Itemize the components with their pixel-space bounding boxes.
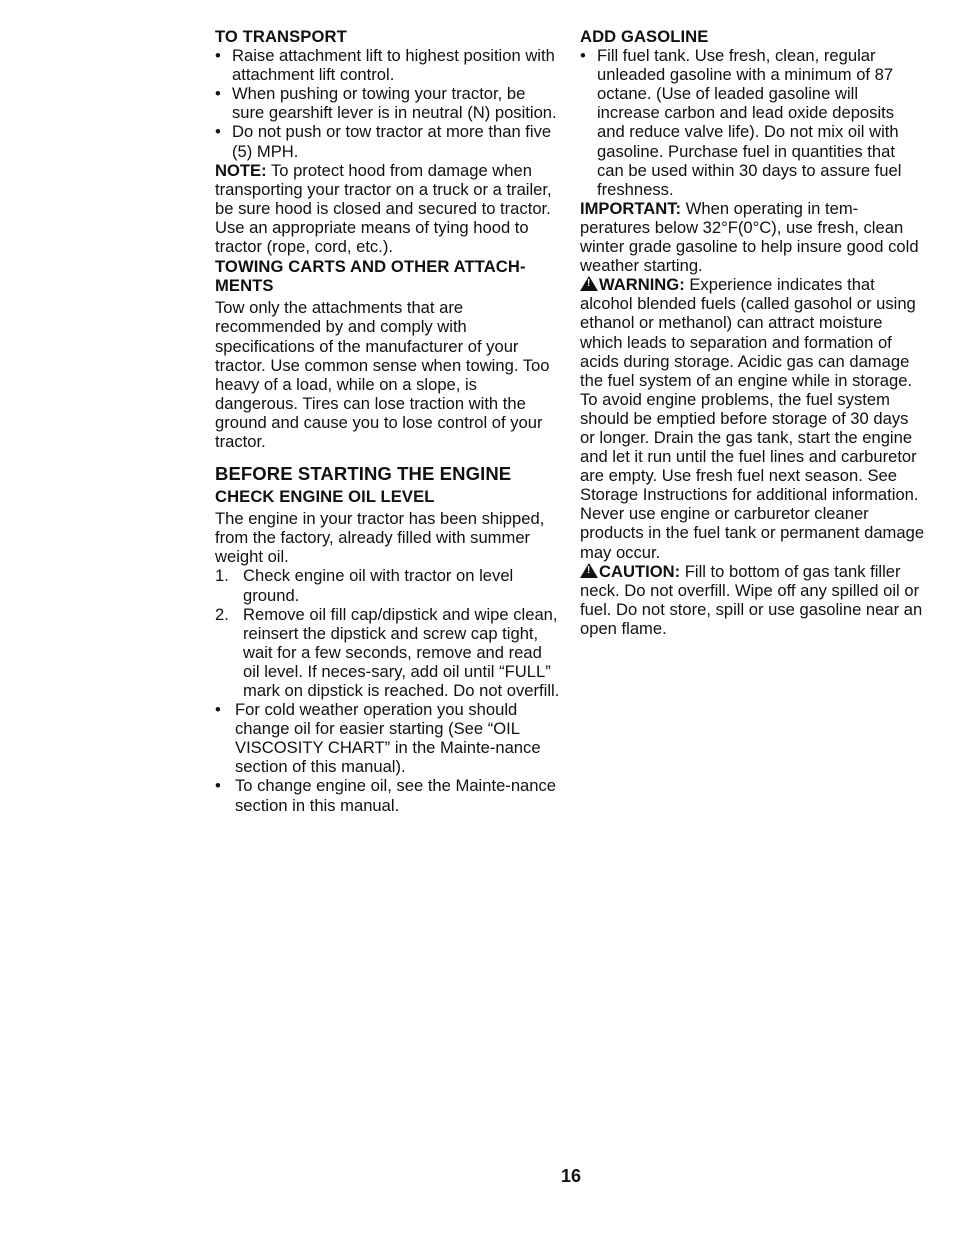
list-item: • Do not push or tow tractor at more than five (5) MPH. <box>215 122 560 160</box>
list-item: • When pushing or towing your tractor, be sure gearshift lever is in neutral (N) position. <box>215 84 560 122</box>
step-text: Check engine oil with tractor on level ground. <box>243 566 514 605</box>
add-gasoline-section <box>580 27 925 638</box>
to-transport-heading: TO TRANSPORT <box>215 27 347 46</box>
warning-label: WARNING: <box>599 275 685 295</box>
transport-note <box>215 161 560 256</box>
to-transport-list <box>215 46 560 161</box>
step-number: 2. <box>215 604 229 624</box>
list-item: • Fill fuel tank. Use fresh, clean, regular unleaded gasoline with a minimum of 87 octane. (Use of leaded gasoline will increase carbon and lead oxide deposits and reduce valve life). Do not mix oil with gasoline. Purchase fuel in quantities that can be used within 30 days to assure fuel freshness. <box>580 46 925 199</box>
page-number: 16 <box>561 1166 582 1186</box>
gasoline-list <box>580 46 925 199</box>
note-text: To protect hood from damage when transporting your tractor on a truck or a trailer, be sure hood is closed and secured to tractor. Use an appropriate means of tying hood to tractor (rope, cord, etc.). <box>215 160 552 257</box>
step-number: 1. <box>215 566 229 586</box>
list-item: • To change engine oil, see the Mainte-nance section in this manual. <box>215 776 560 814</box>
oil-bullets <box>215 700 560 815</box>
oil-intro: The engine in your tractor has been shipped, from the factory, already filled with summer weight oil. <box>215 509 545 567</box>
towing-section <box>215 257 560 451</box>
warning-text: Experience indicates that alcohol blended fuels (called gasohol or using ethanol or methanol) can attract moisture which leads to separation and formation of acids during storage. Acidic gas can damage the fuel system of an engine while in storage. To avoid engine problems, the fuel system should be emptied before storage of 30 days or longer. Drain the gas tank, start the engine and let it run until the fuel lines and carburetor are empty. Use fresh fuel next season. See Storage Instructions for additional information. Never use engine or carburetor cleaner products in the fuel tank or permanent damage may occur. <box>580 275 925 562</box>
list-item <box>215 605 560 700</box>
right-column <box>580 27 925 638</box>
caution-note <box>580 562 925 638</box>
add-gasoline-heading: ADD GASOLINE <box>580 27 709 46</box>
list-item: • Raise attachment lift to highest position with attachment lift control. <box>215 46 560 84</box>
left-column <box>215 27 560 815</box>
important-note <box>580 199 925 275</box>
note-label: NOTE: <box>215 160 267 180</box>
list-item <box>215 566 560 604</box>
check-oil-subheading: CHECK ENGINE OIL LEVEL <box>215 487 435 507</box>
warning-note <box>580 275 925 561</box>
caution-text: Fill to bottom of gas tank filler neck. Do not overfill. Wipe off any spilled oil or fuel. Do not store, spill or use gasoline near an open flame. <box>580 561 923 638</box>
list-item: • For cold weather operation you should change oil for easier starting (See “OIL VISCOSITY CHART” in the Mainte-nance section of this manual). <box>215 700 560 776</box>
to-transport-section <box>215 27 560 256</box>
oil-steps <box>215 566 560 700</box>
before-starting-heading: BEFORE STARTING THE ENGINE <box>215 463 512 485</box>
towing-heading: TOWING CARTS AND OTHER ATTACH-MENTS <box>215 257 526 296</box>
important-label: IMPORTANT: <box>580 198 682 218</box>
step-text: Remove oil fill cap/dipstick and wipe clean, reinsert the dipstick and screw cap tight, wait for a few seconds, remove and read oil level. If neces-sary, add oil until “FULL” mark on dipstick is reached. Do not overfill. <box>243 604 560 700</box>
caution-label: CAUTION: <box>599 561 681 581</box>
important-text: When operating in tem-peratures below 32°F(0°C), use fresh, clean winter grade gasoline to help insure good cold weather starting. <box>580 198 919 276</box>
before-starting-section <box>215 463 560 815</box>
caution-triangle-icon <box>580 563 598 578</box>
towing-text: Tow only the attachments that are recommended by and comply with specifications of the manufacturer of your tractor. Use common sense when towing. Too heavy of a load, while on a slope, is dangerous. Tires can lose traction with the ground and cause you to lose control of your tractor. <box>215 298 550 451</box>
warning-triangle-icon <box>580 276 598 291</box>
